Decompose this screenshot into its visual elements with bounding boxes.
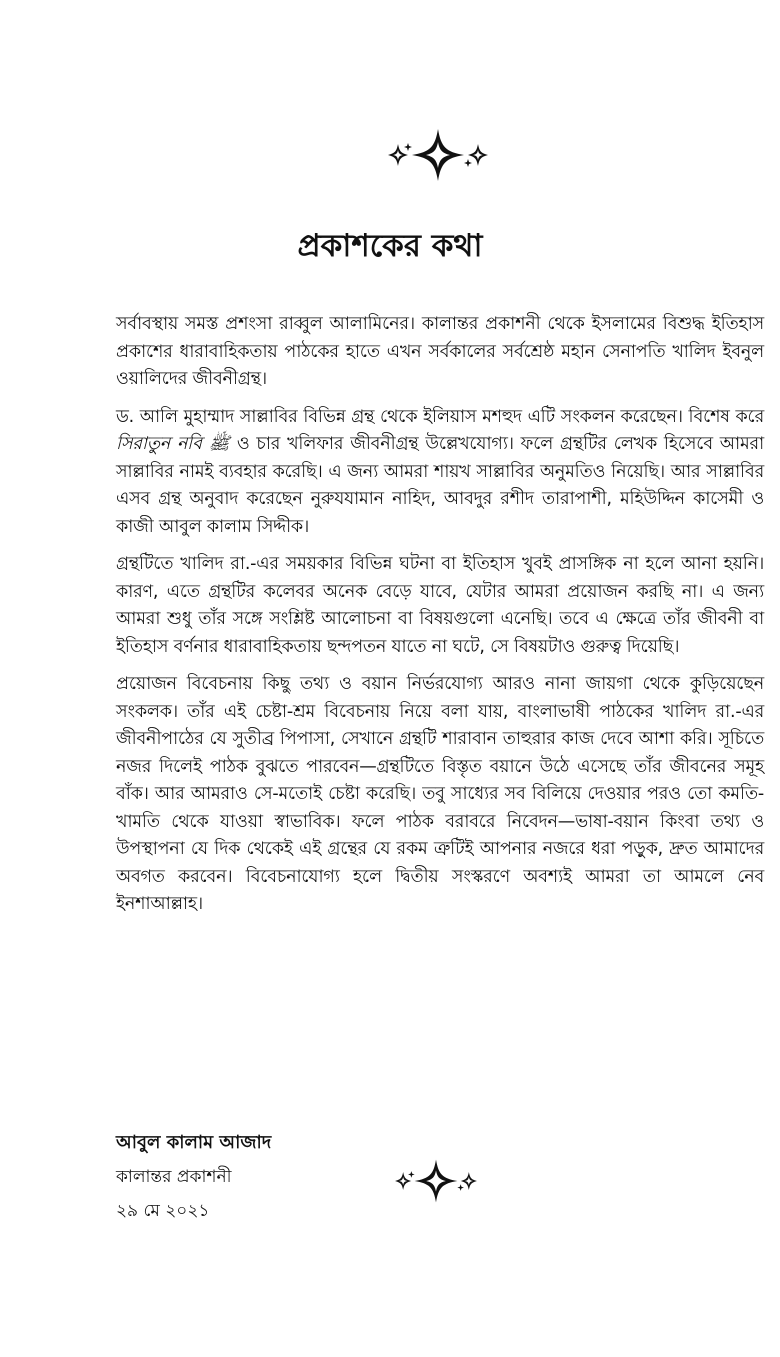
star-ornament-icon — [380, 127, 496, 183]
paragraph-2-text-end: ও চার খলিফার জীবনীগ্রন্থ উল্লেখযোগ্য। ফলে গ্রন্থটির লেখক হিসেবে আমরা সাল্লাবির নামই ব্যবহার করেছি। এ জন্য আমরা শায়খ সাল্লাবির অনুমতিও নিয়েছি। আর সাল্লাবির এসব গ্রন্থ অনুবাদ করেছেন নুরুযযামান নাহিদ, আবদুর রশীদ তারাপাশী, মহিউদ্দিন কাসেমী ও কাজী আবুল কালাম সিদ্দীক। — [116, 434, 764, 537]
page-title: প্রকাশকের কথা — [297, 228, 483, 264]
signature-block — [116, 1126, 416, 1228]
book-title-sirat-un-nabi: সিরাতুন নবি ﷺ — [116, 434, 230, 454]
publisher-note-body — [116, 311, 764, 929]
signature-name: আবুল কালাম আজাদ — [116, 1132, 272, 1153]
paragraph-2 — [116, 404, 764, 542]
paragraph-3: গ্রন্থটিতে খালিদ রা.-এর সময়কার বিভিন্ন ঘটনা বা ইতিহাস খুবই প্রাসঙ্গিক না হলে আনা হয়নি। কারণ, এতে গ্রন্থটির কলেবর অনেক বেড়ে যাবে, যেটার আমরা প্রয়োজন করছি না। এ জন্য আমরা শুধু তাঁর সঙ্গে সংশ্লিষ্ট আলোচনা বা বিষয়গুলো এনেছি। তবে এ ক্ষেত্রে তাঁর জীবনী বা ইতিহাস বর্ণনার ধারাবাহিকতায় ছন্দপতন যাতে না ঘটে, সে বিষয়টাও গুরুত্ব দিয়েছি। — [116, 554, 764, 657]
paragraph-2-text-start: ড. আলি মুহাম্মাদ সাল্লাবির বিভিন্ন গ্রন্থ থেকে ইলিয়াস মশহুদ এটি সংকলন করেছেন। বিশেষ করে — [116, 406, 764, 427]
paragraph-1: সর্বাবস্থায় সমস্ত প্রশংসা রাব্বুল আলামিনের। কালান্তর প্রকাশনী থেকে ইসলামের বিশুদ্ধ ইতিহাস প্রকাশের ধারাবাহিকতায় পাঠকের হাতে এখন সর্বকালের সর্বশ্রেষ্ঠ মহান সেনাপতি খালিদ ইবনুল ওয়ালিদের জীবনীগ্রন্থ। — [116, 314, 764, 389]
signature-organization: কালান্তর প্রকাশনী — [116, 1167, 232, 1187]
signature-date: ২৯ মে ২০২১ — [116, 1201, 210, 1221]
star-ornament-icon — [388, 1158, 484, 1204]
paragraph-4: প্রয়োজন বিবেচনায় কিছু তথ্য ও বয়ান নির্ভরযোগ্য আরও নানা জায়গা থেকে কুড়িয়েছেন সংকলক। তাঁর এই চেষ্টা-শ্রম বিবেচনায় নিয়ে বলা যায়, বাংলাভাষী পাঠকের খালিদ রা.-এর জীবনীপাঠের যে সুতীব্র পিপাসা, সেখানে গ্রন্থটি শারাবান তাহুরার কাজ দেবে আশা করি। সূচিতে নজর দিলেই পাঠক বুঝতে পারবেন—গ্রন্থটিতে বিস্তৃত বয়ানে উঠে এসেছে তাঁর জীবনের সমূহ বাঁক। আর আমরাও সে-মতোই চেষ্টা করেছি। তবু সাধ্যের সব বিলিয়ে দেওয়ার পরও তো কমতি-খামতি থেকে যাওয়া স্বাভাবিক। ফলে পাঠক বরাবরে নিবেদন—ভাষা-বয়ান কিংবা তথ্য ও উপস্থাপনা যে দিক থেকেই এই গ্রন্থের যে রকম ত্রুটিই আপনার নজরে ধরা পড়ুক, দ্রুত আমাদের অবগত করবেন। বিবেচনাযোগ্য হলে দ্বিতীয় সংস্করণে অবশ্যই আমরা তা আমলে নেব ইনশাআল্লাহ। — [116, 674, 765, 914]
